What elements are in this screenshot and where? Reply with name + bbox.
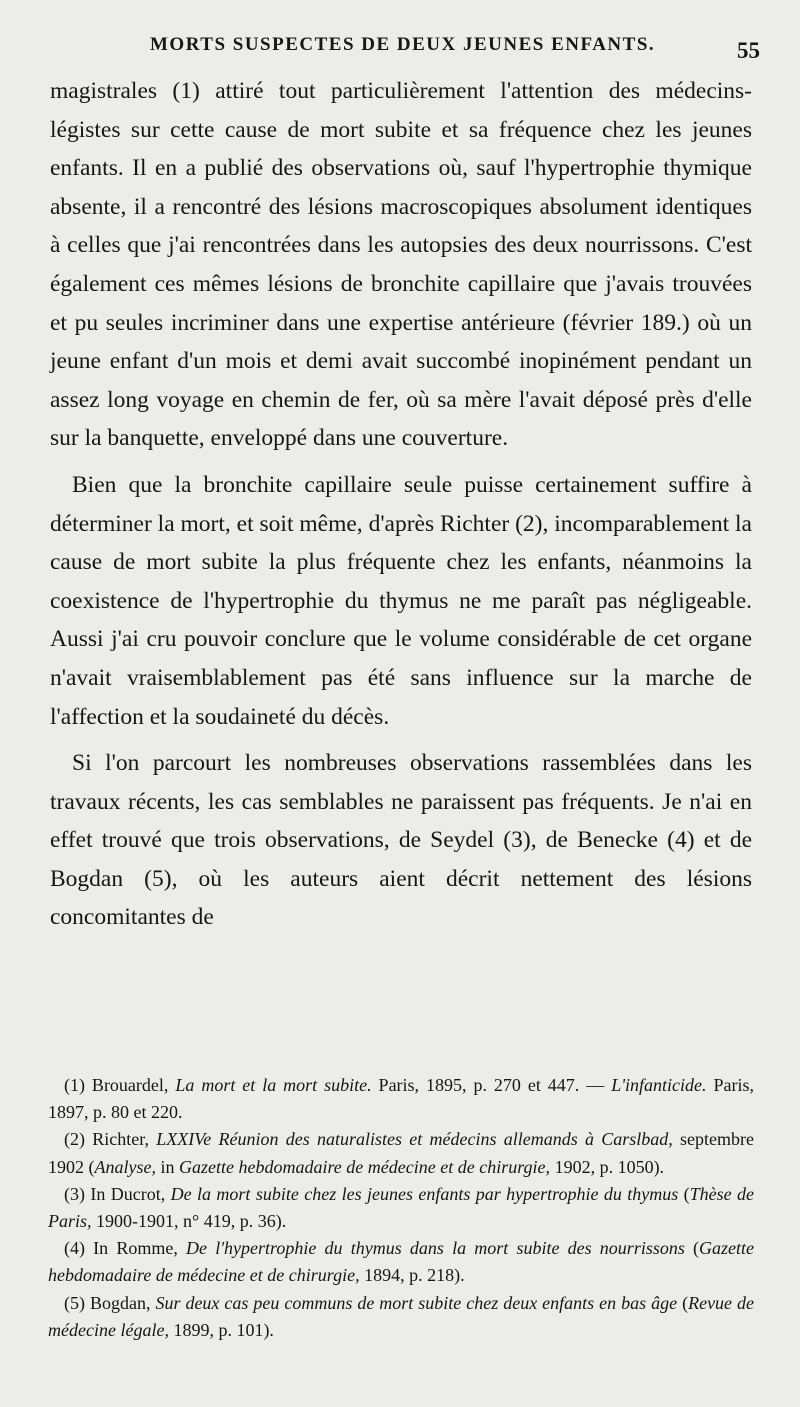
footnote-title: Thèse de Paris, <box>48 1183 755 1232</box>
footnote-text: (5) Bogdan, <box>64 1292 156 1313</box>
footnote-text: 1902, p. 1050). <box>550 1156 665 1177</box>
running-title: MORTS SUSPECTES DE DEUX JEUNES ENFANTS. <box>150 34 656 55</box>
body-text <box>50 72 752 937</box>
footnote-4 <box>48 1235 754 1289</box>
footnote-2 <box>48 1126 754 1180</box>
footnote-5 <box>48 1290 754 1344</box>
paragraph: magistrales (1) attiré tout particulièrement l'attention des médecins-légistes sur cette cause de mort subite et sa fréquence chez les jeunes enfants. Il en a publié des observations où, sauf l'hypertrophie thymique absente, il a rencontré des lésions macroscopiques absolument identiques à celles que j'ai rencontrées dans les autopsies des deux nourrissons. C'est également ces mêmes lésions de bronchite capillaire que j'avais trouvées et pu seules incriminer dans une expertise antérieure (février 189.) où un jeune enfant d'un mois et demi avait succombé inopinément pendant un assez long voyage en chemin de fer, où sa mère l'avait déposé près d'elle sur la banquette, enveloppé dans une couverture. <box>50 78 752 452</box>
running-head <box>60 34 760 74</box>
footnote-text: 1894, p. 218). <box>359 1265 465 1286</box>
footnote-text: in <box>155 1156 179 1177</box>
footnote-text: ( <box>678 1183 690 1204</box>
page-number: 55 <box>737 38 760 63</box>
footnote-text: Paris, 1895, p. 270 et 447. — <box>371 1075 612 1095</box>
footnote-3 <box>48 1181 754 1235</box>
footnote-text: 1899, p. 101). <box>168 1319 274 1340</box>
footnote-title: Gazette hebdomadaire de médecine et de chirurgie, <box>179 1156 551 1177</box>
footnote-text: Paris, 1897, p. 80 et 220. <box>48 1075 754 1123</box>
footnote-title: L'infanticide. <box>611 1075 707 1095</box>
footnote-text: (4) In Romme, <box>64 1238 187 1259</box>
paragraph: Si l'on parcourt les nombreuses observations rassemblées dans les travaux récents, les cas semblables ne paraissent pas fréquents. Je n'ai en effet trouvé que trois observations, de Seydel (3), de Benecke (4) et de Bogdan (5), où les auteurs aient décrit nettement des lésions concomitantes de <box>50 750 752 931</box>
footnote-1 <box>48 1072 754 1126</box>
footnote-text: (1) Brouardel, <box>64 1075 176 1095</box>
footnote-title: Revue de médecine légale, <box>48 1292 755 1340</box>
footnote-title: Analyse, <box>94 1156 156 1177</box>
footnote-title: De la mort subite chez les jeunes enfants par hypertrophie du thymus <box>170 1183 679 1204</box>
footnote-title: Gazette hebdomadaire de médecine et de chirurgie, <box>48 1238 755 1286</box>
footnote-text: ( <box>677 1292 689 1313</box>
footnotes <box>48 1072 754 1344</box>
footnote-title: LXXIVe Réunion des naturalistes et médecins allemands à Carslbad, <box>156 1129 673 1150</box>
footnote-text: (3) In Ducrot, <box>64 1183 171 1204</box>
footnote-text: 1900-1901, n° 419, p. 36). <box>91 1211 287 1232</box>
footnote-text: (2) Richter, <box>64 1129 157 1150</box>
footnote-text: ( <box>684 1238 700 1259</box>
footnote-title: De l'hypertrophie du thymus dans la mort subite des nourrissons <box>186 1238 685 1259</box>
paragraph: Bien que la bronchite capillaire seule puisse certainement suffire à déterminer la mort, et soit même, d'après Richter (2), incomparablement la cause de mort subite la plus fréquente chez les enfants, néanmoins la coexistence de l'hypertrophie du thymus ne me paraît pas négligeable. Aussi j'ai cru pouvoir conclure que le volume considérable de cet organe n'avait vraisemblablement pas été sans influence sur la marche de l'affection et la soudaineté du décès. <box>50 471 752 730</box>
footnote-text: septembre 1902 ( <box>48 1129 755 1177</box>
footnote-title: La mort et la mort subite. <box>175 1075 372 1095</box>
footnote-title: Sur deux cas peu communs de mort subite chez deux enfants en bas âge <box>155 1292 678 1313</box>
